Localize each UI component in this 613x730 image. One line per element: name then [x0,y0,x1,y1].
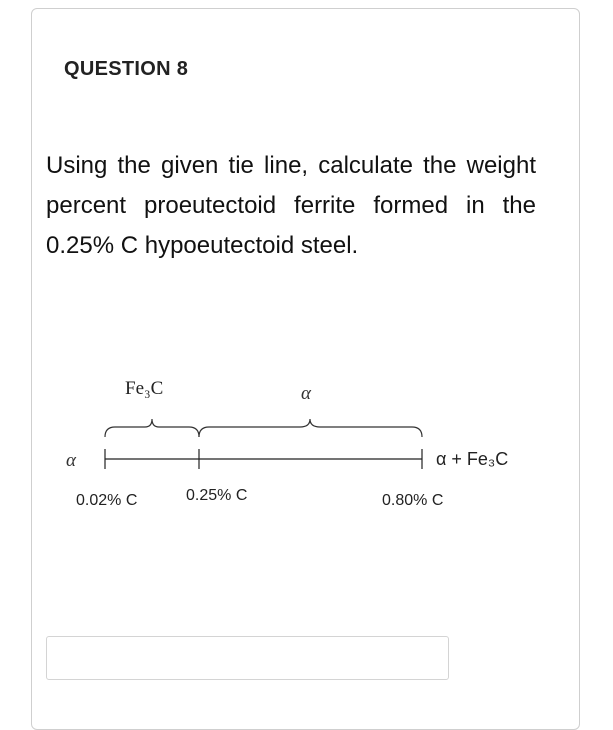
left-phase-label: α [66,450,76,471]
tick-label-0.25: 0.25% C [186,487,248,504]
tick-label-0.02: 0.02% C [76,492,138,509]
question-title: QUESTION 8 [64,58,189,80]
question-text: Using the given tie line, calculate the weight percent proeutectoid ferrite formed in the 0.25% C hypoeutectoid steel. [46,152,536,259]
brace-fe3c-label: Fe₃C [125,378,164,399]
tick-label-0.80: 0.80% C [382,492,444,509]
right-phase-label: α + Fe₃C [436,449,509,469]
brace-alpha-label: α [301,383,311,404]
answer-input[interactable] [46,636,449,680]
question-card [31,8,580,730]
